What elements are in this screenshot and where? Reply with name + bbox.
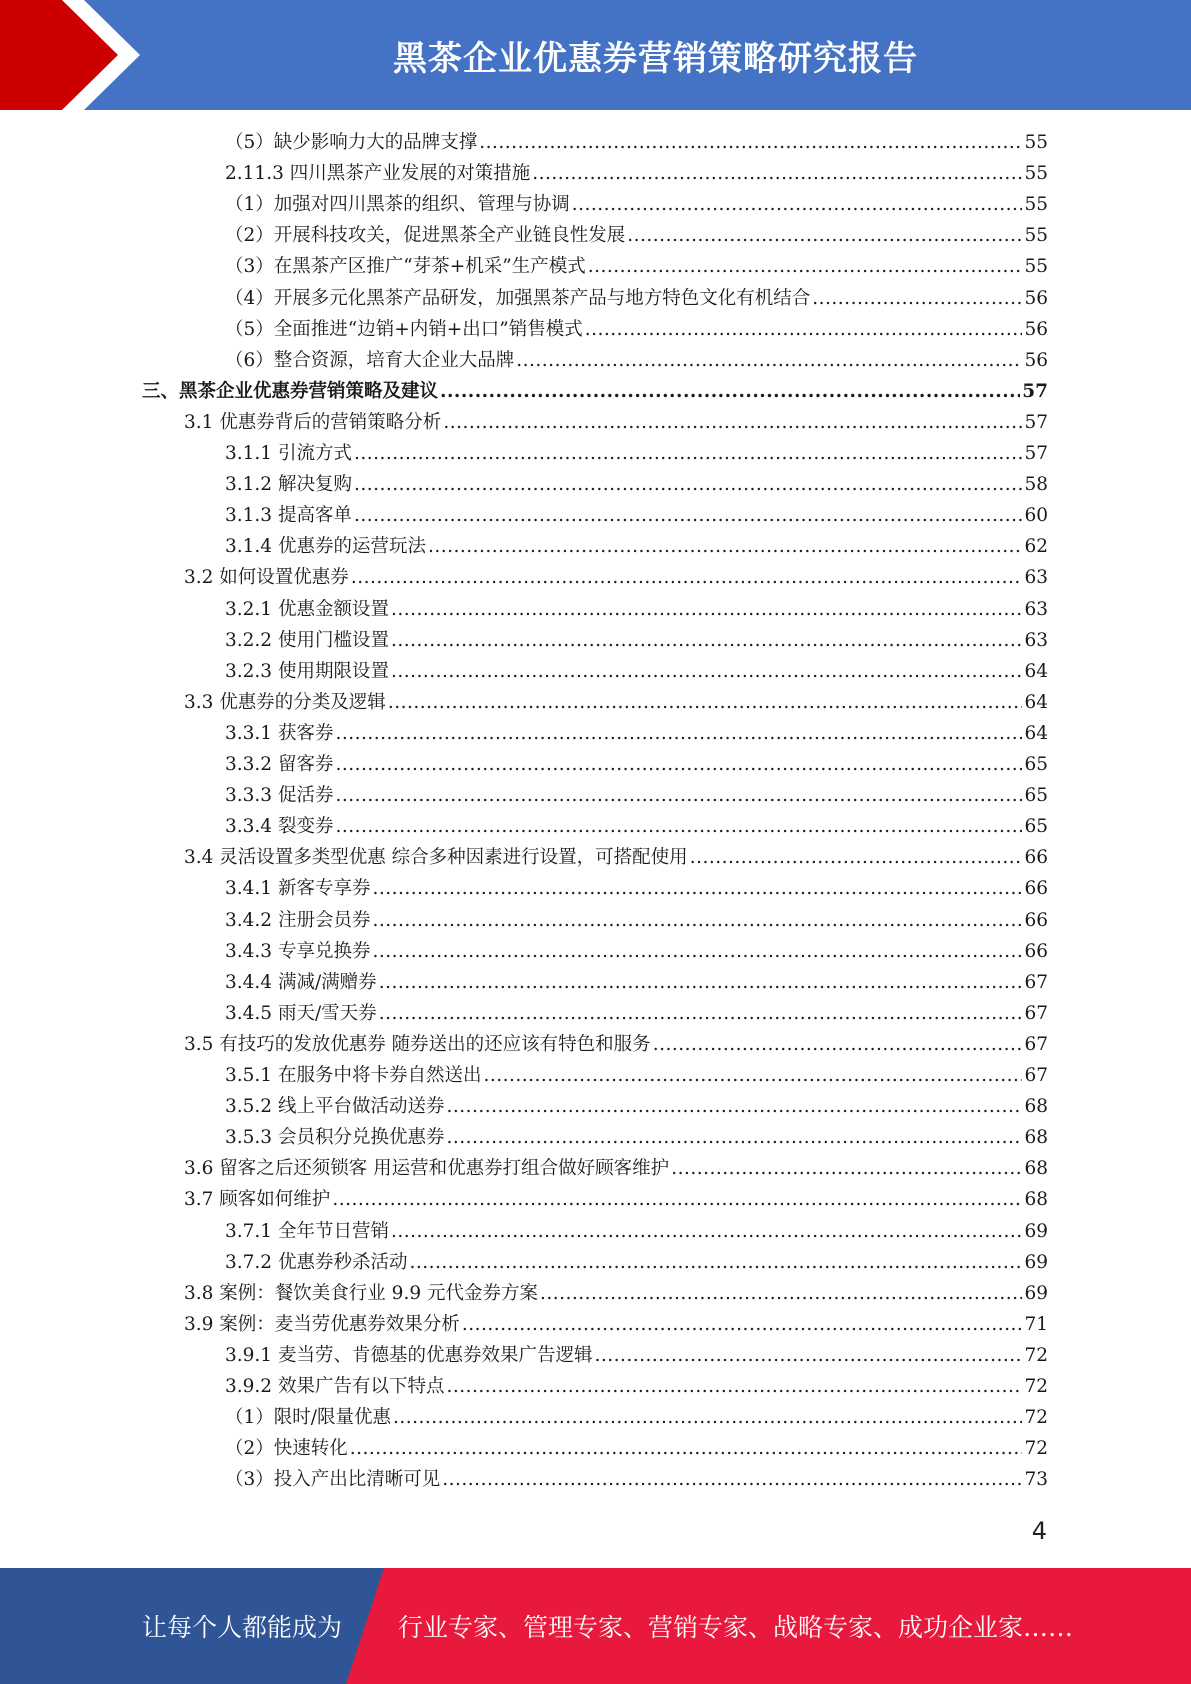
toc-entry[interactable] [225, 780, 1048, 811]
toc-entry[interactable] [225, 531, 1048, 562]
toc-leader-dots [690, 842, 1023, 873]
toc-entry[interactable] [225, 1247, 1048, 1278]
toc-entry[interactable] [225, 314, 1048, 345]
toc-entry-page: 55 [1024, 132, 1048, 153]
toc-entry[interactable] [225, 1433, 1048, 1464]
toc-entry-title: 3.5.2 线上平台做活动送券 [225, 1096, 445, 1118]
toc-leader-dots [379, 967, 1023, 998]
toc-entry[interactable] [225, 1216, 1048, 1247]
toc-leader-dots [585, 314, 1023, 345]
toc-entry-title: 3.9.2 效果广告有以下特点 [225, 1376, 445, 1397]
toc-entry-page: 63 [1024, 598, 1048, 620]
toc-entry-page: 69 [1024, 1251, 1048, 1273]
toc-entry-title: （2）快速转化 [225, 1438, 348, 1460]
toc-entry[interactable] [225, 998, 1048, 1029]
toc-entry-page: 62 [1024, 536, 1048, 558]
toc-leader-dots [479, 127, 1022, 158]
toc-entry-title: 三、黑茶企业优惠券营销策略及建议 [142, 380, 439, 402]
toc-entry[interactable] [225, 936, 1048, 967]
toc-entry-title: 2.11.3 四川黑茶产业发展的对策措施 [225, 163, 531, 185]
page-number: 4 [1031, 1517, 1047, 1545]
toc-leader-dots [335, 749, 1022, 780]
toc-entry-page: 72 [1024, 1344, 1048, 1366]
toc-entry[interactable] [225, 718, 1048, 749]
toc-entry-page: 58 [1024, 474, 1048, 496]
toc-leader-dots [391, 594, 1022, 625]
toc-entry-page: 55 [1024, 163, 1048, 185]
toc-entry-page: 73 [1024, 1469, 1048, 1491]
toc-entry[interactable] [225, 656, 1048, 687]
toc-entry-title: 3.9.1 麦当劳、肯德基的优惠券效果广告逻辑 [225, 1344, 593, 1366]
toc-entry[interactable] [225, 1402, 1048, 1433]
toc-entry-page: 56 [1024, 318, 1048, 340]
toc-leader-dots [391, 625, 1022, 656]
toc-leader-dots [350, 1433, 1023, 1464]
toc-leader-dots [627, 220, 1022, 251]
toc-entry-page: 65 [1024, 816, 1048, 838]
toc-entry[interactable] [225, 1371, 1048, 1402]
toc-entry-title: （5）缺少影响力大的品牌支撑 [225, 132, 478, 153]
toc-leader-dots [391, 1216, 1022, 1247]
toc-entry[interactable] [225, 1091, 1048, 1122]
toc-entry-title: 3.4.1 新客专享券 [225, 878, 371, 900]
toc-leader-dots [516, 345, 1022, 376]
toc-leader-dots [354, 469, 1023, 500]
toc-entry-title: 3.6 留客之后还须锁客 用运营和优惠券打组合做好顾客维护 [184, 1158, 670, 1180]
toc-entry-title: 3.7 顾客如何维护 [184, 1189, 331, 1211]
toc-entry[interactable] [184, 1184, 1048, 1215]
toc-entry[interactable] [225, 220, 1048, 251]
toc-leader-dots [594, 1340, 1022, 1371]
toc-leader-dots [483, 1060, 1022, 1091]
toc-entry-page: 56 [1024, 287, 1048, 309]
toc-leader-dots [332, 1184, 1022, 1215]
toc-entry[interactable] [225, 127, 1048, 158]
toc-entry[interactable] [225, 905, 1048, 936]
toc-entry-title: 3.8 案例：餐饮美食行业 9.9 元代金券方案 [184, 1282, 538, 1304]
toc-entry-title: 3.5.1 在服务中将卡券自然送出 [225, 1065, 482, 1086]
toc-entry[interactable] [184, 1309, 1048, 1340]
toc-entry[interactable] [225, 345, 1048, 376]
toc-entry-page: 72 [1024, 1438, 1048, 1460]
toc-entry-page: 66 [1024, 940, 1048, 962]
toc-entry[interactable] [184, 562, 1048, 593]
toc-leader-dots [335, 780, 1022, 811]
toc-leader-dots [588, 251, 1023, 282]
toc-leader-dots [354, 500, 1023, 531]
toc-entry-page: 67 [1024, 971, 1048, 993]
toc-entry-title: 3.1.1 引流方式 [225, 443, 352, 464]
toc-entry-page: 67 [1024, 1002, 1048, 1024]
toc-entry[interactable] [225, 158, 1048, 189]
toc-leader-dots [409, 1247, 1022, 1278]
toc-entry-page: 56 [1024, 349, 1048, 371]
toc-entry-page: 69 [1024, 1220, 1048, 1242]
toc-entry-title: （6）整合资源，培育大企业大品牌 [225, 349, 515, 371]
toc-leader-dots [446, 1122, 1022, 1153]
toc-entry-page: 68 [1024, 1096, 1048, 1118]
toc-leader-dots [335, 811, 1022, 842]
toc-entry-page: 67 [1024, 1065, 1048, 1086]
toc-leader-dots [443, 407, 1022, 438]
toc-entry-page: 72 [1024, 1376, 1048, 1397]
toc-entry-title: 3.3 优惠券的分类及逻辑 [184, 691, 386, 713]
toc-leader-dots [391, 656, 1022, 687]
toc-entry-title: 3.1.3 提高客单 [225, 505, 352, 527]
footer-slogan-left: 让每个人都能成为 [142, 1613, 343, 1642]
toc-entry[interactable] [225, 873, 1048, 904]
toc-entry[interactable] [184, 1278, 1048, 1309]
toc-entry-page: 67 [1024, 1033, 1048, 1055]
toc-entry[interactable] [184, 407, 1048, 438]
toc-entry-title: 3.7.1 全年节日营销 [225, 1220, 389, 1242]
toc-entry[interactable] [184, 687, 1048, 718]
toc-entry[interactable] [225, 189, 1048, 220]
toc-entry-title: 3.4.3 专享兑换券 [225, 940, 371, 962]
toc-entry-title: 3.1.2 解决复购 [225, 474, 352, 496]
toc-entry-title: 3.4 灵活设置多类型优惠 综合多种因素进行设置，可搭配使用 [184, 847, 688, 869]
toc-entry-page: 68 [1024, 1127, 1048, 1149]
toc-entry-title: （5）全面推进“边销+内销+出口”销售模式 [225, 318, 583, 340]
toc-entry-page: 65 [1024, 785, 1048, 807]
toc-entry-title: 3.1.4 优惠券的运营玩法 [225, 536, 426, 558]
toc-entry-page: 57 [1024, 411, 1048, 433]
toc-leader-dots [812, 283, 1022, 314]
toc-leader-dots [540, 1278, 1022, 1309]
toc-entry[interactable] [225, 811, 1048, 842]
toc-entry-title: 3.3.4 裂变券 [225, 816, 334, 838]
toc-entry[interactable] [225, 251, 1048, 282]
toc-entry[interactable] [225, 438, 1048, 469]
toc-leader-dots [372, 905, 1022, 936]
toc-entry-title: 3.4.5 雨天/雪天券 [225, 1002, 377, 1024]
toc-entry[interactable] [225, 500, 1048, 531]
toc-entry-title: 3.5 有技巧的发放优惠券 随券送出的还应该有特色和服务 [184, 1033, 651, 1055]
toc-entry-title: 3.3.3 促活券 [225, 785, 334, 807]
toc-entry[interactable] [225, 594, 1048, 625]
toc-entry[interactable] [142, 376, 1048, 407]
toc-leader-dots [428, 531, 1022, 562]
toc-leader-dots [462, 1309, 1023, 1340]
toc-leader-dots [532, 158, 1022, 189]
toc-entry-title: 3.1 优惠券背后的营销策略分析 [184, 411, 442, 433]
toc-leader-dots [354, 438, 1023, 469]
toc-leader-dots [442, 1464, 1022, 1495]
toc-entry-title: （3）在黑茶产区推广“芽茶+机采”生产模式 [225, 256, 586, 278]
toc-entry[interactable] [225, 967, 1048, 998]
toc-entry-page: 55 [1024, 194, 1048, 216]
toc-entry-page: 66 [1024, 909, 1048, 931]
toc-leader-dots [446, 1371, 1022, 1402]
toc-entry-title: 3.2.1 优惠金额设置 [225, 598, 389, 620]
toc-entry-page: 71 [1024, 1313, 1048, 1335]
toc-entry-page: 57 [1022, 380, 1048, 402]
toc-leader-dots [335, 718, 1022, 749]
toc-entry[interactable] [225, 469, 1048, 500]
toc-leader-dots [372, 873, 1022, 904]
toc-entry-title: 3.4.2 注册会员券 [225, 909, 371, 931]
toc-leader-dots [388, 687, 1023, 718]
toc-leader-dots [572, 189, 1023, 220]
toc-entry-page: 63 [1024, 629, 1048, 651]
header-banner [0, 0, 1191, 110]
toc-entry[interactable] [225, 749, 1048, 780]
toc-entry[interactable] [184, 842, 1048, 873]
footer-banner [0, 1568, 1191, 1684]
document-title: 黑茶企业优惠券营销策略研究报告 [393, 38, 918, 79]
footer-slogan-right: 行业专家、管理专家、营销专家、战略专家、成功企业家…… [398, 1613, 1074, 1642]
toc-entry[interactable] [184, 1029, 1048, 1060]
toc-entry-page: 65 [1024, 754, 1048, 775]
toc-entry-title: （1）限时/限量优惠 [225, 1407, 392, 1429]
toc-leader-dots [393, 1402, 1022, 1433]
toc-entry[interactable] [184, 1153, 1048, 1184]
toc-entry-title: （4）开展多元化黑茶产品研发，加强黑茶产品与地方特色文化有机结合 [225, 287, 811, 309]
toc-entry-page: 55 [1024, 225, 1048, 247]
toc-entry-title: 3.2 如何设置优惠券 [184, 567, 349, 589]
toc-entry[interactable] [225, 1060, 1048, 1091]
toc-entry-page: 68 [1024, 1158, 1048, 1180]
toc-leader-dots [372, 936, 1022, 967]
toc-entry-title: 3.9 案例：麦当劳优惠券效果分析 [184, 1313, 460, 1335]
toc-entry-title: （1）加强对四川黑茶的组织、管理与协调 [225, 194, 570, 216]
toc-entry-page: 69 [1024, 1282, 1048, 1304]
toc-entry-title: 3.4.4 满减/满赠券 [225, 971, 377, 993]
toc-entry-page: 66 [1024, 847, 1048, 869]
toc-entry-page: 55 [1024, 256, 1048, 278]
toc-entry[interactable] [225, 1464, 1048, 1495]
toc-entry-title: 3.2.2 使用门槛设置 [225, 629, 389, 651]
toc-entry-page: 72 [1024, 1407, 1048, 1429]
toc-entry-page: 66 [1024, 878, 1048, 900]
toc-entry-page: 60 [1024, 505, 1048, 527]
toc-leader-dots [351, 562, 1023, 593]
toc-entry-page: 64 [1024, 691, 1048, 713]
toc-leader-dots [671, 1153, 1022, 1184]
toc-entry-title: 3.7.2 优惠券秒杀活动 [225, 1251, 408, 1273]
toc-entry[interactable] [225, 1122, 1048, 1153]
toc-entry-title: 3.5.3 会员积分兑换优惠券 [225, 1127, 445, 1149]
toc-entry-title: （3）投入产出比清晰可见 [225, 1469, 441, 1491]
toc-entry[interactable] [225, 625, 1048, 656]
toc-entry[interactable] [225, 1340, 1048, 1371]
toc-entry-title: 3.2.3 使用期限设置 [225, 660, 389, 682]
toc-entry-page: 64 [1024, 722, 1048, 744]
toc-leader-dots [379, 998, 1023, 1029]
toc-entry-page: 57 [1024, 443, 1048, 464]
toc-leader-dots [446, 1091, 1022, 1122]
toc-entry-page: 64 [1024, 660, 1048, 682]
toc-entry-title: （2）开展科技攻关，促进黑茶全产业链良性发展 [225, 225, 626, 247]
toc-leader-dots [653, 1029, 1023, 1060]
toc-entry[interactable] [225, 283, 1048, 314]
toc-entry-title: 3.3.2 留客券 [225, 754, 334, 775]
toc-entry-page: 68 [1024, 1189, 1048, 1211]
toc-entry-title: 3.3.1 获客券 [225, 722, 334, 744]
toc-leader-dots [440, 376, 1020, 407]
toc-entry-page: 63 [1024, 567, 1048, 589]
